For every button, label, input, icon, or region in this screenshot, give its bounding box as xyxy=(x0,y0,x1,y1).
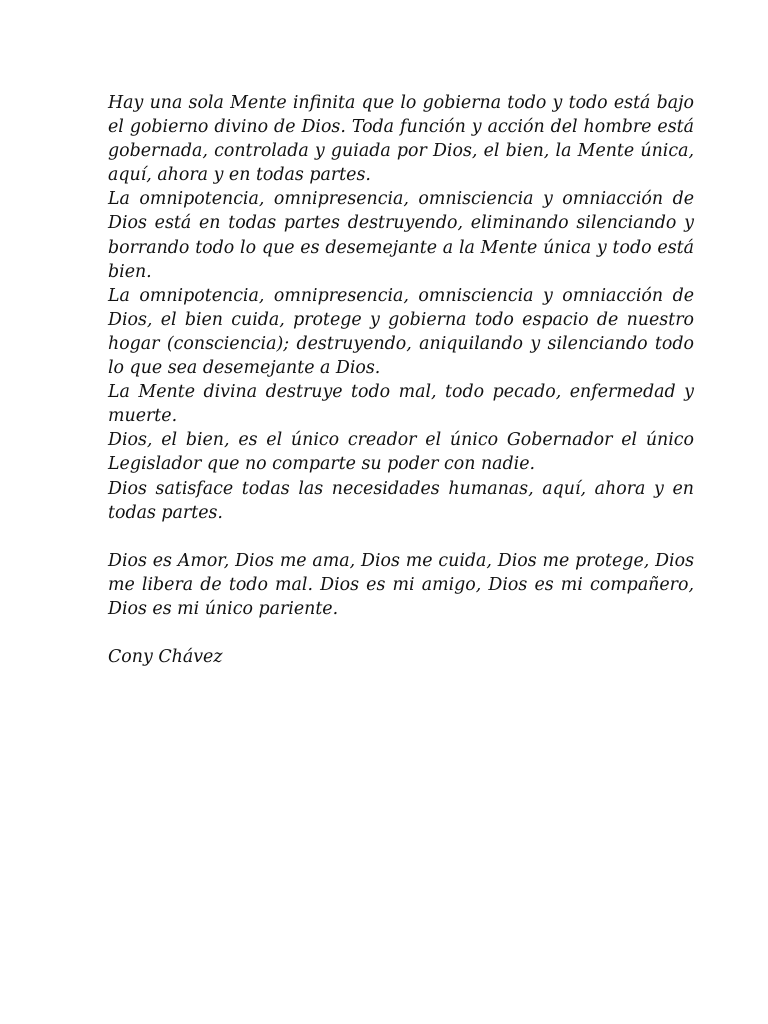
paragraph-1: Hay una sola Mente infinita que lo gobierna todo y todo está bajo el gobierno divino de Dios. Toda función y acción del hombre está gobernada, controlada y guiada por Dios, el bien, la Mente única, aquí, ahora y en todas partes. xyxy=(108,93,694,186)
paragraph-3: La omnipotencia, omnipresencia, omnisciencia y omniacción de Dios, el bien cuida, protege y gobierna todo espacio de nuestro hogar (consciencia); destruyendo, aniquilando y silenciando todo lo que sea desemejante a Dios. xyxy=(108,285,694,379)
paragraph-2: La omnipotencia, omnipresencia, omnisciencia y omniacción de Dios está en todas partes destruyendo, eliminando silenciando y borrando todo lo que es desemejante a la Mente única y todo está bien. xyxy=(108,189,694,282)
document-page xyxy=(108,91,694,669)
author-signature: Cony Chávez xyxy=(108,646,223,667)
paragraph-4: La Mente divina destruye todo mal, todo pecado, enfermedad y muerte. xyxy=(108,382,694,427)
paragraph-6: Dios satisface todas las necesidades humanas, aquí, ahora y en todas partes. xyxy=(108,478,694,523)
closing-paragraph: Dios es Amor, Dios me ama, Dios me cuida, Dios me protege, Dios me libera de todo mal. Dios es mi amigo, Dios es mi compañero, Dios es mi único pariente. xyxy=(108,550,694,619)
signature-spacer xyxy=(108,621,694,645)
paragraph-5: Dios, el bien, es el único creador el único Gobernador el único Legislador que no comparte su poder con nadie. xyxy=(108,430,694,475)
paragraph-spacer xyxy=(108,525,694,549)
